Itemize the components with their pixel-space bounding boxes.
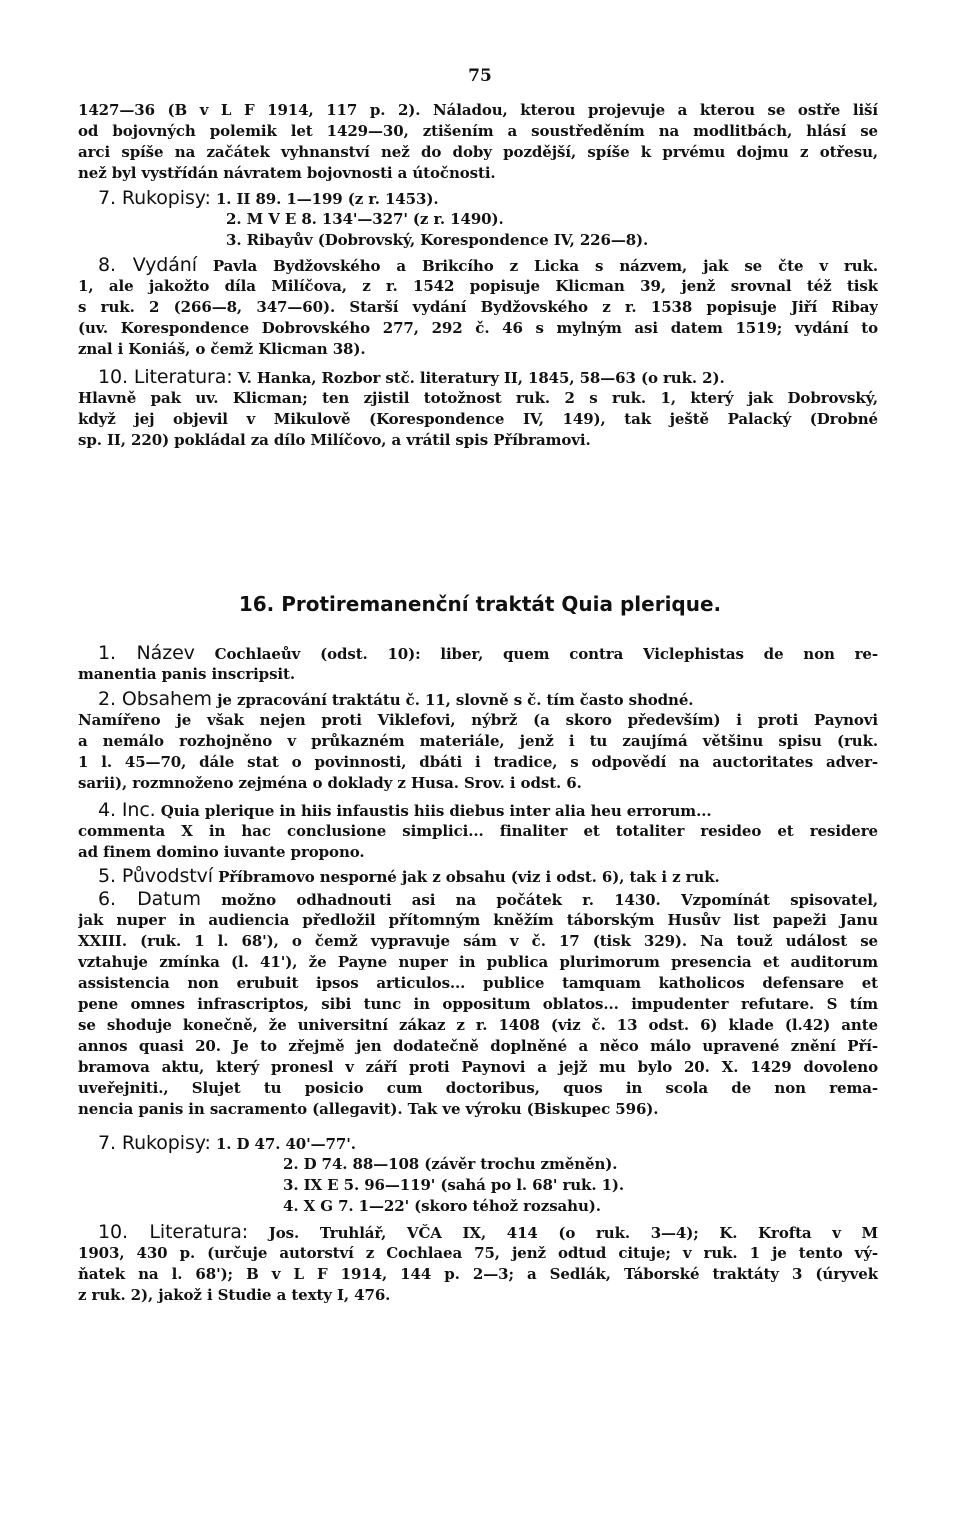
- section16-literatura: [78, 1222, 878, 1306]
- section16-datum: [78, 889, 878, 1120]
- text-line: nencia panis in sacramento (allegavit). Tak ve výroku (Biskupec 596).: [78, 1100, 659, 1118]
- manuscript-item: 3. IX E 5. 96—119' (sahá po l. 68' ruk. 1).: [283, 1176, 625, 1194]
- rukopisy-heading: 7. Rukopisy:: [98, 1133, 211, 1154]
- obsahem-heading: 2. Obsahem: [98, 689, 212, 710]
- text-line: Quia plerique in hiis infaustis hiis diebus inter alia heu errorum...: [160, 802, 712, 820]
- text-line: Cochlaeův (odst. 10): liber, quem contra Viclephistas de non re-: [214, 645, 878, 663]
- text-line: arci spíše na začátek vyhnanství než do doby pozdější, spíše k prvému dojmu z otřesu,: [78, 143, 878, 161]
- page-number: 75: [468, 66, 492, 86]
- rukopisy-heading: 7. Rukopisy:: [98, 188, 211, 209]
- text-line: 1427—36 (B v L F 1914, 117 p. 2). Náladou, kterou projevuje a kterou se ostře liší: [78, 101, 878, 119]
- manuscript-item: 3. Ribayův (Dobrovský, Korespondence IV, 226—8).: [226, 231, 649, 249]
- text-line: od bojovných polemik let 1429—30, ztišením a soustředěním na modlitbách, hlásí se: [78, 122, 878, 140]
- text-line: vztahuje zmínka (l. 41'), že Payne nuper in publica plurimorum presencia et auditorum: [78, 953, 878, 971]
- text-line: sarii), rozmnoženo zejména o doklady z Husa. Srov. i odst. 6.: [78, 774, 582, 792]
- puvodstvi-heading: 5. Původství: [98, 866, 213, 887]
- text-line: než byl vystřídán návratem bojovnosti a útočnosti.: [78, 164, 496, 182]
- section-title: 16. Protiremanenční traktát Quia plerique.: [238, 592, 722, 616]
- text-line: s ruk. 2 (266—8, 347—60). Starší vydání Bydžovského z r. 1538 popisuje Jiří Ribay: [78, 298, 878, 316]
- text-line: sp. II, 220) pokládal za dílo Milíčovo, a vrátil spis Příbramovi.: [78, 431, 591, 449]
- nazev-heading: 1. Název: [98, 643, 195, 664]
- text-line: a nemálo rozhojněno v průkazném materiále, jenž i tu zaujímá většinu spisu (ruk.: [78, 732, 878, 750]
- section16-rukopisy: [78, 1133, 878, 1217]
- manuscript-item: 1. II 89. 1—199 (z r. 1453).: [215, 190, 439, 208]
- manuscript-item: 4. X G 7. 1—22' (skoro téhož rozsahu).: [283, 1197, 601, 1215]
- section15-vydani: [78, 255, 878, 360]
- inc-heading: 4. Inc.: [98, 800, 156, 821]
- text-line: Příbramovo nesporné jak z obsahu (viz i odst. 6), tak i z ruk.: [218, 868, 720, 886]
- text-line: z ruk. 2), jakož i Studie a texty I, 476.: [78, 1286, 391, 1304]
- text-line: když jej objevil v Mikulově (Korespondence IV, 149), tak ještě Palacký (Drobné: [78, 410, 878, 428]
- text-line: commenta X in hac conclusione simplici... finaliter et totaliter resideo et residere: [78, 822, 878, 840]
- section16-obsahem: [78, 689, 878, 794]
- text-line: (uv. Korespondence Dobrovského 277, 292 č. 46 s mylným asi datem 1519; vydání to: [78, 319, 878, 337]
- datum-heading: 6. Datum: [98, 889, 201, 910]
- section15-intro: [78, 100, 878, 184]
- text-line: Hlavně pak uv. Klicman; ten zjistil totožnost ruk. 2 s ruk. 1, který jak Dobrovský,: [78, 389, 878, 407]
- vydani-heading: 8. Vydání: [98, 255, 197, 276]
- text-line: jak nuper in audiencia předložil přítomným kněžím táborským Husův list papeži Janu: [78, 911, 878, 929]
- text-line: pene omnes infrascriptos, sibi tunc in oppositum oblatos... impudenter refutare. S tím: [78, 995, 878, 1013]
- manuscript-item: 1. D 47. 40'—77'.: [215, 1135, 356, 1153]
- literatura-heading: 10. Literatura:: [98, 1222, 249, 1243]
- text-line: ad finem domino iuvante propono.: [78, 843, 365, 861]
- text-line: bramova aktu, který pronesl v září proti Paynovi a jejž mu bylo 20. X. 1429 dovoleno: [78, 1058, 878, 1076]
- text-line: 1, ale jakožto díla Milíčova, z r. 1542 popisuje Klicman 39, jenž srovnal též tisk: [78, 277, 878, 295]
- text-line: V. Hanka, Rozbor stč. literatury II, 1845, 58—63 (o ruk. 2).: [237, 369, 725, 387]
- text-line: Jos. Truhlář, VČA IX, 414 (o ruk. 3—4); K. Krofta v M: [268, 1224, 878, 1242]
- literatura-heading: 10. Literatura:: [98, 367, 233, 388]
- section15-literatura: [78, 367, 878, 451]
- section15-rukopisy: [78, 188, 878, 251]
- manuscript-item: 2. D 74. 88—108 (závěr trochu změněn).: [283, 1155, 618, 1173]
- text-line: možno odhadnouti asi na počátek r. 1430. Vzpomínát spisovatel,: [221, 891, 878, 909]
- text-line: annos quasi 20. Je to zřejmě jen dodatečně doplněné a něco málo upravené znění Pří-: [78, 1037, 878, 1055]
- text-line: je zpracování traktátu č. 11, slovně s č. tím často shodné.: [217, 691, 694, 709]
- text-line: manentia panis inscripsit.: [78, 665, 295, 683]
- text-line: 1903, 430 p. (určuje autorství z Cochlaea 75, jenž odtud cituje; v ruk. 1 je tento vý-: [78, 1244, 878, 1262]
- section16-puvodstvi: [78, 866, 878, 887]
- text-line: Namířeno je však nejen proti Viklefovi, nýbrž (a skoro především) i proti Paynovi: [78, 711, 878, 729]
- text-line: se shoduje konečně, že universitní zákaz z r. 1408 (viz č. 13 odst. 6) klade (l.42) ante: [78, 1016, 878, 1034]
- text-line: assistencia non erubuit ipsos articulos... publice tamquam katholicos defensare et: [78, 974, 878, 992]
- section16-nazev: [78, 643, 878, 685]
- manuscript-item: 2. M V E 8. 134'—327' (z r. 1490).: [226, 210, 504, 228]
- section16-inc: [78, 800, 878, 863]
- text-line: 1 l. 45—70, dále stat o povinnosti, dbáti i tradice, s odpovědí na auctoritates adver-: [78, 753, 878, 771]
- text-line: XXIII. (ruk. 1 l. 68'), o čemž vypravuje sám v č. 17 (tisk 329). Na touž událost se: [78, 932, 878, 950]
- text-line: ňatek na l. 68'); B v L F 1914, 144 p. 2—3; a Sedlák, Táborské traktáty 3 (úryvek: [78, 1265, 878, 1283]
- text-line: Pavla Bydžovského a Brikcího z Licka s názvem, jak se čte v ruk.: [212, 257, 878, 275]
- text-line: uveřejniti., Slujet tu posicio cum doctoribus, quos in scola de non rema-: [78, 1079, 878, 1097]
- text-line: znal i Koniáš, o čemž Klicman 38).: [78, 340, 366, 358]
